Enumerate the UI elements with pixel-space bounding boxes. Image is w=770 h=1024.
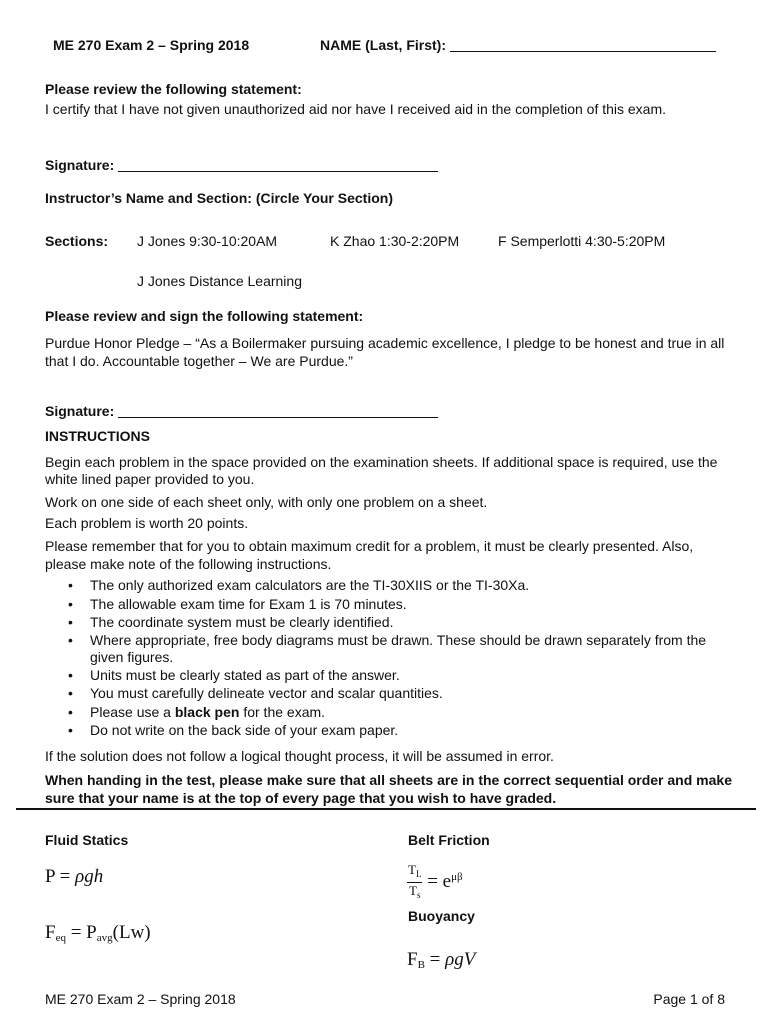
instruction-list	[90, 576, 740, 740]
list-item: • The only authorized exam calculators are the TI-30XIIS or the TI-30Xa.	[90, 576, 740, 595]
feq-rhs: (Lw)	[112, 922, 151, 943]
instructions-p5: If the solution does not follow a logical thought process, it will be assumed in error.	[45, 748, 554, 764]
statement1-text: I certify that I have not given unauthorized aid nor have I received aid in the completion of this exam.	[45, 101, 667, 117]
pen-bold: black pen	[174, 703, 240, 720]
tension-ratio	[407, 862, 422, 903]
name-label: NAME (Last, First):	[320, 37, 446, 53]
section-option[interactable]: J Jones 9:30-10:20AM	[137, 233, 278, 249]
list-item: • You must carefully delineate vector and scalar quantities.	[90, 684, 740, 703]
pressure-rhs: ρgh	[75, 866, 104, 887]
belt-friction-heading: Belt Friction	[408, 832, 490, 848]
instructions-final: When handing in the test, please make sure that all sheets are in the correct sequential order and make sure that your name is at the top of every page that you wish to have graded.	[45, 772, 732, 806]
signature-line-1[interactable]	[118, 157, 438, 172]
tension-small: $T_s$	[408, 883, 421, 900]
instructions-p2: Work on one side of each sheet only, with only one problem on a sheet.	[45, 494, 488, 510]
list-item: • The allowable exam time for Exam 1 is 70 minutes.	[90, 595, 740, 614]
signature-line-2[interactable]	[118, 403, 438, 418]
buoyancy-heading: Buoyancy	[408, 908, 475, 924]
page-number: Page 1 of 8	[653, 991, 725, 1007]
footer-course: ME 270 Exam 2 – Spring 2018	[45, 991, 236, 1007]
fb-f: F	[407, 949, 418, 970]
belt-equals: =	[427, 870, 438, 892]
sections-label: Sections:	[45, 233, 109, 249]
name-field-label	[320, 37, 716, 53]
instructions-p3: Each problem is worth 20 points.	[45, 515, 249, 531]
section-option[interactable]: J Jones Distance Learning	[137, 273, 302, 289]
feq-sub: eq	[55, 932, 66, 944]
signature-label: Signature:	[45, 403, 115, 419]
fb-eq: =	[424, 949, 446, 970]
instructor-heading: Instructor’s Name and Section: (Circle Your Section)	[45, 190, 393, 206]
signature-label: Signature:	[45, 157, 115, 173]
name-input-line[interactable]	[450, 37, 716, 52]
feq-eq: = P	[65, 922, 97, 943]
list-item: • Where appropriate, free body diagrams must be drawn. These should be drawn separately from the given figures.	[90, 632, 740, 666]
instructions-p1: Begin each problem in the space provided on the examination sheets. If additional space is required, use the white lined paper provided to you.	[45, 454, 718, 487]
list-item	[90, 703, 740, 722]
feq-equation	[45, 922, 151, 944]
list-item: • The coordinate system must be clearly identified.	[90, 613, 740, 632]
tension-large: $T_L$	[407, 862, 422, 883]
belt-exponent: μβ	[451, 870, 463, 883]
belt-friction-equation	[407, 862, 463, 903]
statement1-heading: Please review the following statement:	[45, 81, 302, 97]
statement2-heading: Please review and sign the following statement:	[45, 308, 364, 324]
section-option[interactable]: K Zhao 1:30-2:20PM	[330, 233, 460, 249]
instructions-p4: Please remember that for you to obtain maximum credit for a problem, it must be clearly presented. Also, please make note of the following instructions.	[45, 538, 694, 572]
fb-rhs: ρgV	[445, 949, 476, 970]
fb-sub: B	[417, 959, 425, 971]
header-course: ME 270 Exam 2 – Spring 2018	[53, 37, 250, 53]
fluid-statics-heading: Fluid Statics	[45, 832, 129, 848]
pen-prefix: Please use a	[90, 703, 175, 720]
honor-pledge-text: Purdue Honor Pledge – “As a Boilermaker pursuing academic excellence, I pledge to be honest and true in all that I do. Accountable together – We are Purdue.”	[45, 335, 725, 369]
pressure-equation	[45, 866, 103, 888]
buoyancy-equation	[407, 949, 475, 971]
instructions-heading: INSTRUCTIONS	[45, 428, 150, 444]
list-item: • Do not write on the back side of your exam paper.	[90, 721, 740, 740]
pressure-lhs: P =	[45, 866, 71, 887]
pen-suffix: for the exam.	[239, 703, 326, 720]
list-item: • Units must be clearly stated as part of the answer.	[90, 666, 740, 685]
signature-field-1	[45, 157, 438, 173]
feq-f: F	[45, 922, 56, 943]
section-option[interactable]: F Semperlotti 4:30-5:20PM	[498, 233, 666, 249]
feq-sub2: avg	[96, 932, 113, 944]
signature-field-2	[45, 403, 438, 419]
section-divider	[16, 808, 756, 810]
belt-e: e	[442, 870, 452, 892]
